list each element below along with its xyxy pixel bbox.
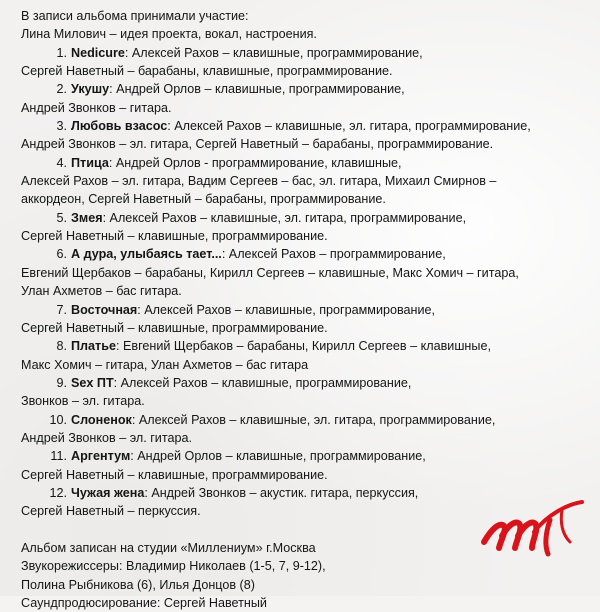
track-credit-line: Сергей Наветный – клавишные, программирование. <box>21 320 328 335</box>
track-number: 5. <box>56 210 67 225</box>
track-credit-line: Андрей Звонков – гитара. <box>21 100 172 115</box>
track-credit-line: : Алексей Рахов – клавишные, эл. гитара, программирование, <box>167 119 531 134</box>
track-credit-line: аккордеон, Сергей Наветный – барабаны, программирование. <box>21 192 386 207</box>
track-credit-line: : Андрей Звонков – акустик. гитара, перкуссия, <box>144 485 419 500</box>
track-credit <box>21 411 591 448</box>
track-credit <box>21 374 591 411</box>
track-credit-line: Звонков – эл. гитара. <box>21 394 145 409</box>
track-title: Sex ПТ <box>71 375 114 390</box>
producer-line: Саундпродюсирование: Сергей Наветный <box>21 596 267 610</box>
track-credit-line: Сергей Наветный – барабаны, клавишные, программирование. <box>21 64 393 79</box>
engineers-line: Звукорежиссеры: Владимир Николаев (1-5, 7, 9-12), <box>21 559 326 574</box>
track-credit <box>21 209 591 246</box>
track-title: Nedicure <box>71 45 125 60</box>
track-credit-line: : Андрей Орлов – клавишные, программирование, <box>130 449 426 464</box>
track-title: Любовь взасос <box>71 119 168 134</box>
track-credit-line: Сергей Наветный – перкуссия. <box>21 504 201 519</box>
track-title: Чужая жена <box>71 485 145 500</box>
engineers-line: Полина Рыбникова (6), Илья Донцов (8) <box>21 577 255 592</box>
track-credit-line: : Алексей Рахов – клавишные, эл. гитара, программирование, <box>102 210 467 225</box>
track-credit <box>21 337 591 374</box>
track-credit-line: Улан Ахметов – бас гитара. <box>21 284 182 299</box>
track-credit <box>21 301 591 338</box>
track-credit-line: Макс Хомич – гитара, Улан Ахметов – бас гитара <box>21 357 309 372</box>
studio-line: Альбом записан на студии «Миллениум» г.Москва <box>21 540 316 555</box>
track-credit <box>21 245 591 300</box>
track-credit <box>21 154 591 209</box>
track-credit-line: Сергей Наветный – клавишные, программирование. <box>21 467 328 482</box>
track-title: Восточная <box>71 302 138 317</box>
credits-heading: В записи альбома принимали участие: <box>21 9 249 23</box>
track-credit-line: Евгений Щербаков – барабаны, Кирилл Сергеев – клавишные, Макс Хомич – гитара, <box>21 265 519 280</box>
track-credit-line: : Андрей Орлов – клавишные, программирование, <box>109 82 405 97</box>
track-title: Укушу <box>71 82 110 97</box>
credits-lead: Лина Милович – идея проекта, вокал, настроения. <box>21 27 317 42</box>
track-credit-line: : Андрей Орлов - программирование, клавишные, <box>108 155 402 170</box>
track-number: 9. <box>56 375 67 390</box>
track-credit <box>21 80 591 117</box>
track-title: Аргентум <box>71 449 131 464</box>
track-number: 10. <box>49 412 67 427</box>
track-credit-line: : Алексей Рахов – программирование, <box>221 247 446 262</box>
track-number: 3. <box>56 119 67 134</box>
track-number: 8. <box>56 339 67 354</box>
track-credit-line: : Алексей Рахов – клавишные, программирование, <box>124 45 423 60</box>
track-credit-line: : Алексей Рахов – клавишные, программирование, <box>137 302 436 317</box>
red-script-logo-icon <box>478 492 588 562</box>
track-title: А дура, улыбаясь тает... <box>71 247 222 262</box>
track-number: 12. <box>49 485 67 500</box>
track-credit <box>21 447 591 484</box>
track-credit-line: : Алексей Рахов – клавишные, программирование, <box>113 375 412 390</box>
track-title: Птица <box>71 155 109 170</box>
track-number: 2. <box>56 82 67 97</box>
track-number: 4. <box>56 155 67 170</box>
track-number: 7. <box>56 302 67 317</box>
track-credit-line: Сергей Наветный – клавишные, программирование. <box>21 229 328 244</box>
track-title: Платье <box>71 339 116 354</box>
track-credit-line: Алексей Рахов – эл. гитара, Вадим Сергеев – бас, эл. гитара, Михаил Смирнов – <box>21 174 497 189</box>
track-credit <box>21 117 591 154</box>
track-credit-line: Андрей Звонков – эл. гитара. <box>21 430 192 445</box>
track-list <box>21 44 591 521</box>
track-number: 1. <box>56 45 67 60</box>
track-title: Слоненок <box>71 412 132 427</box>
track-credit-line: : Алексей Рахов – клавишные, эл. гитара, программирование, <box>131 412 496 427</box>
track-title: Змея <box>71 210 103 225</box>
track-credit-line: Андрей Звонков – эл. гитара, Сергей Наветный – барабаны, программирование. <box>21 137 494 152</box>
track-number: 6. <box>56 247 67 262</box>
track-credit <box>21 44 591 81</box>
track-credit-line: : Евгений Щербаков – барабаны, Кирилл Сергеев – клавишные, <box>115 339 491 354</box>
track-number: 11. <box>50 449 67 464</box>
